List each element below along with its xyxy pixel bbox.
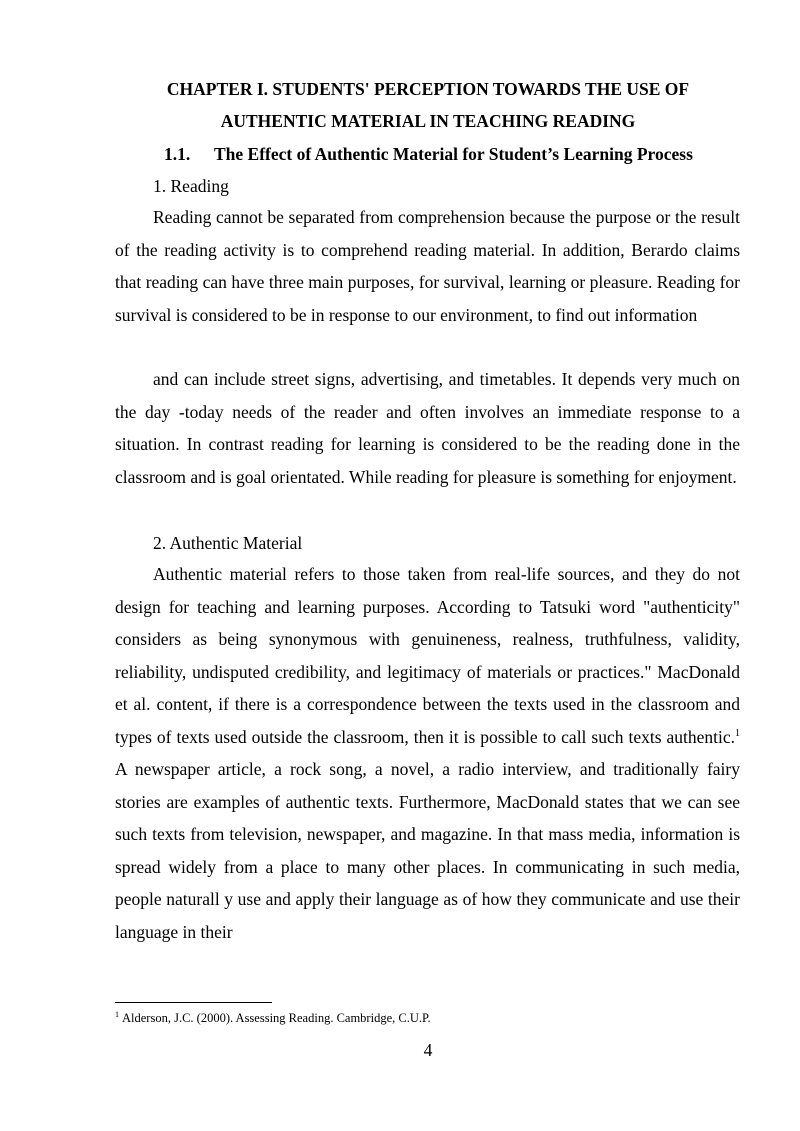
footnote-text: Alderson, J.C. (2000). Assessing Reading. Cambridge, C.U.P. xyxy=(122,1011,431,1025)
paragraph-reading-1: Reading cannot be separated from comprehension because the purpose or the result of the reading activity is to comprehend reading material. In addition, Berardo claims that reading can have three main purposes, for survival, learning or pleasure. Reading for survival is considered to be in response to our environment, to find out information xyxy=(115,207,740,325)
section-title: The Effect of Authentic Material for Student’s Learning Process xyxy=(214,144,693,164)
footnote xyxy=(115,1010,431,1026)
section-number: 1.1. xyxy=(164,144,191,164)
section-heading xyxy=(164,144,693,164)
page-number: 4 xyxy=(423,1040,433,1060)
subsection-heading-reading: 1. Reading xyxy=(153,176,229,196)
paragraph-authentic-material-part-1: Authentic material refers to those taken from real-life sources, and they do not design for teaching and learning purposes. According to Tatsuki word "authenticity" considers as being synonymous with genuineness, realness, truthfulness, validity, reliability, undisputed credibility, and legitimacy of materials or practices." MacDonald et al. content, if there is a correspondence between the texts used in the classroom and types of texts used outside the classroom, then it is possible to call such texts authentic. xyxy=(115,564,740,747)
footnote-marker: 1 xyxy=(115,1009,119,1019)
paragraph-reading-2: and can include street signs, advertising, and timetables. It depends very much on the day -today needs of the reader and often involves an immediate response to a situation. In contrast reading for learning is considered to be the reading done in the classroom and is goal orientated. While reading for pleasure is something for enjoyment. xyxy=(115,369,740,487)
footnote-separator xyxy=(115,1002,272,1003)
chapter-title-line-2: AUTHENTIC MATERIAL IN TEACHING READING xyxy=(220,111,636,131)
subsection-heading-authentic-material: 2. Authentic Material xyxy=(153,533,303,553)
chapter-title-line-1: CHAPTER I. STUDENTS' PERCEPTION TOWARDS THE USE OF xyxy=(166,79,690,99)
paragraph-authentic-material-part-2: A newspaper article, a rock song, a novel, a radio interview, and traditionally fairy stories are examples of authentic texts. Furthermore, MacDonald states that we can see such texts from television, newspaper, and magazine. In that mass media, information is spread widely from a place to many other places. In communicating in such media, people naturall y use and apply their language as of how they communicate and use their language in their xyxy=(115,759,740,942)
paragraph-authentic-material xyxy=(115,558,740,948)
footnote-reference: 1 xyxy=(735,727,740,739)
